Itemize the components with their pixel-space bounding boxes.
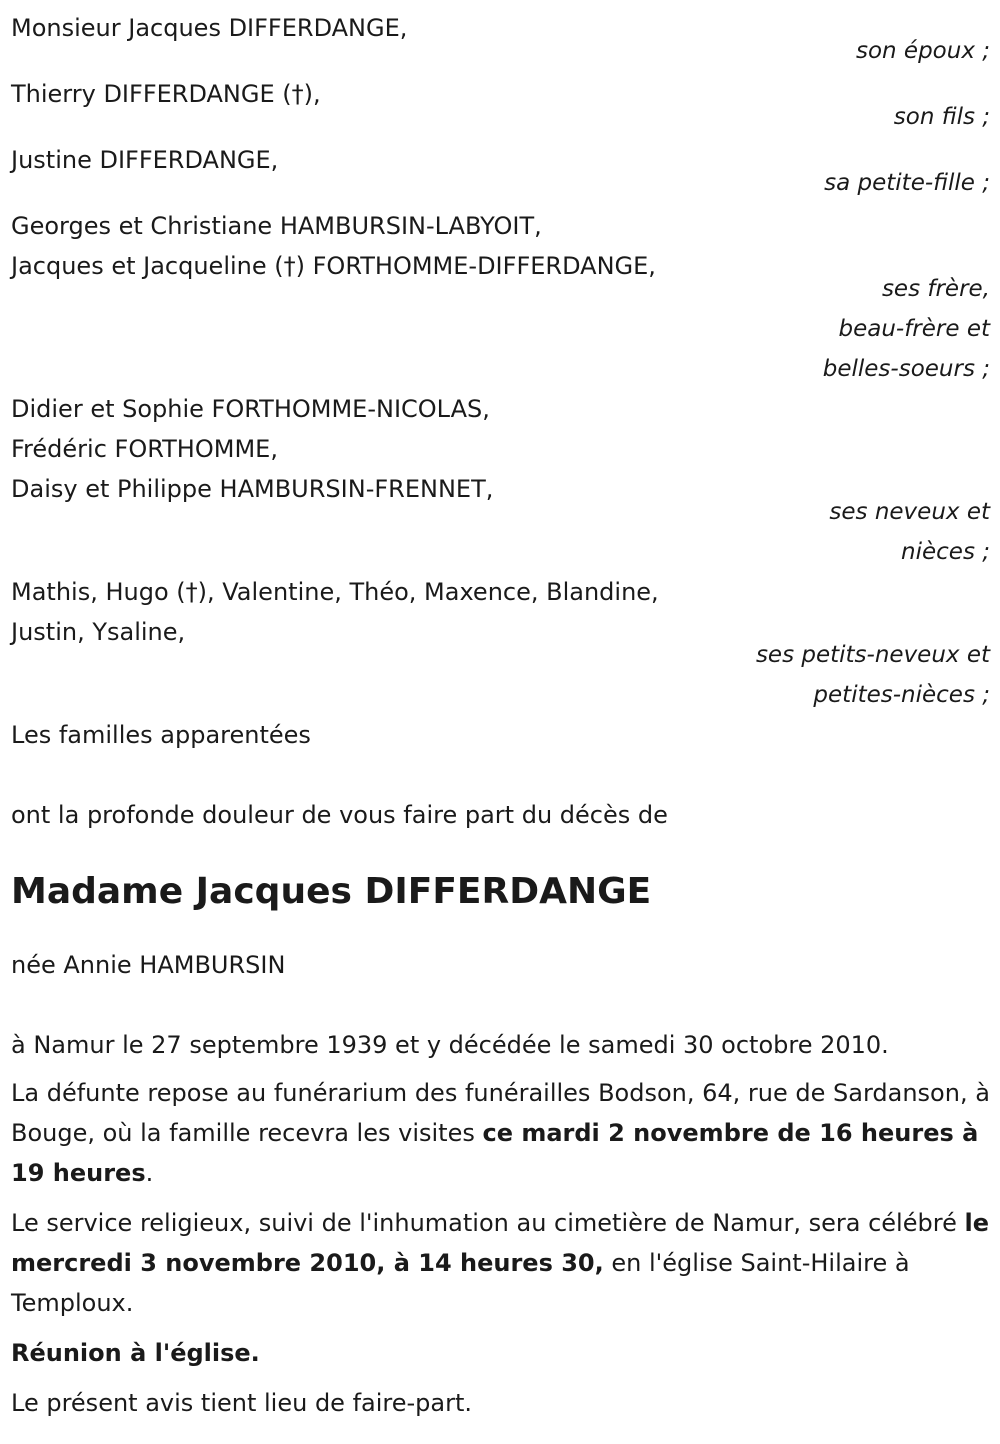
closing: Le présent avis tient lieu de faire-part. — [11, 1389, 473, 1417]
family-role: ses neveux et — [829, 499, 990, 525]
family-role: son époux ; — [855, 38, 990, 64]
visit-paragraph — [11, 1073, 990, 1193]
family-group — [11, 206, 990, 389]
visit-end: . — [145, 1159, 154, 1187]
maiden-name: née Annie HAMBURSIN — [11, 951, 286, 979]
reunion — [11, 1333, 990, 1373]
family-name-line: Justine DIFFERDANGE, — [11, 146, 279, 174]
service-time: le mercredi 3 novembre 2010, à 14 heures 30, — [11, 1209, 989, 1277]
family-role: petites-nièces ; — [813, 682, 990, 708]
visit-text: La défunte repose au funérarium des funérailles Bodson, 64, rue de Sardanson, à Bouge, où la famille recevra les visites — [11, 1079, 990, 1147]
deceased-name: Madame Jacques DIFFERDANGE — [11, 871, 652, 912]
family-name-line: Monsieur Jacques DIFFERDANGE, — [11, 14, 408, 42]
family-name-line: Daisy et Philippe HAMBURSIN-FRENNET, — [11, 475, 494, 503]
family-name-line: Frédéric FORTHOMME, — [11, 435, 278, 463]
family-name-line: Georges et Christiane HAMBURSIN-LABYOIT, — [11, 212, 542, 240]
family-role: belles-soeurs ; — [822, 356, 990, 382]
family-group — [11, 140, 990, 203]
family-role: nièces ; — [901, 539, 990, 565]
family-group — [11, 572, 990, 715]
family-role: ses frère, — [881, 276, 990, 302]
family-role: sa petite-fille ; — [824, 170, 990, 196]
family-name-line: Mathis, Hugo (†), Valentine, Théo, Maxence, Blandine, — [11, 578, 659, 606]
reunion-text: Réunion à l'église. — [11, 1339, 260, 1367]
service-end: en l'église Saint-Hilaire à Temploux. — [11, 1249, 910, 1317]
family-name-line: Justin, Ysaline, — [11, 618, 186, 646]
family-group — [11, 389, 990, 572]
family-name-line: Thierry DIFFERDANGE (†), — [11, 80, 321, 108]
birth-death: à Namur le 27 septembre 1939 et y décédée le samedi 30 octobre 2010. — [11, 1031, 889, 1059]
families-line: Les familles apparentées — [11, 721, 311, 749]
family-name-line: Jacques et Jacqueline (†) FORTHOMME-DIFFERDANGE, — [11, 252, 656, 280]
service-paragraph — [11, 1203, 990, 1323]
announcement: ont la profonde douleur de vous faire part du décès de — [11, 801, 668, 829]
family-group — [11, 74, 990, 137]
family-group — [11, 8, 990, 71]
family-name-line: Didier et Sophie FORTHOMME-NICOLAS, — [11, 395, 490, 423]
family-role: ses petits-neveux et — [755, 642, 990, 668]
obituary-notice — [11, 8, 990, 1423]
family-role: beau-frère et — [838, 316, 990, 342]
family-role: son fils ; — [893, 104, 990, 130]
visit-time: ce mardi 2 novembre de 16 heures à 19 heures — [11, 1119, 979, 1187]
service-text: Le service religieux, suivi de l'inhumation au cimetière de Namur, sera célébré — [11, 1209, 965, 1237]
